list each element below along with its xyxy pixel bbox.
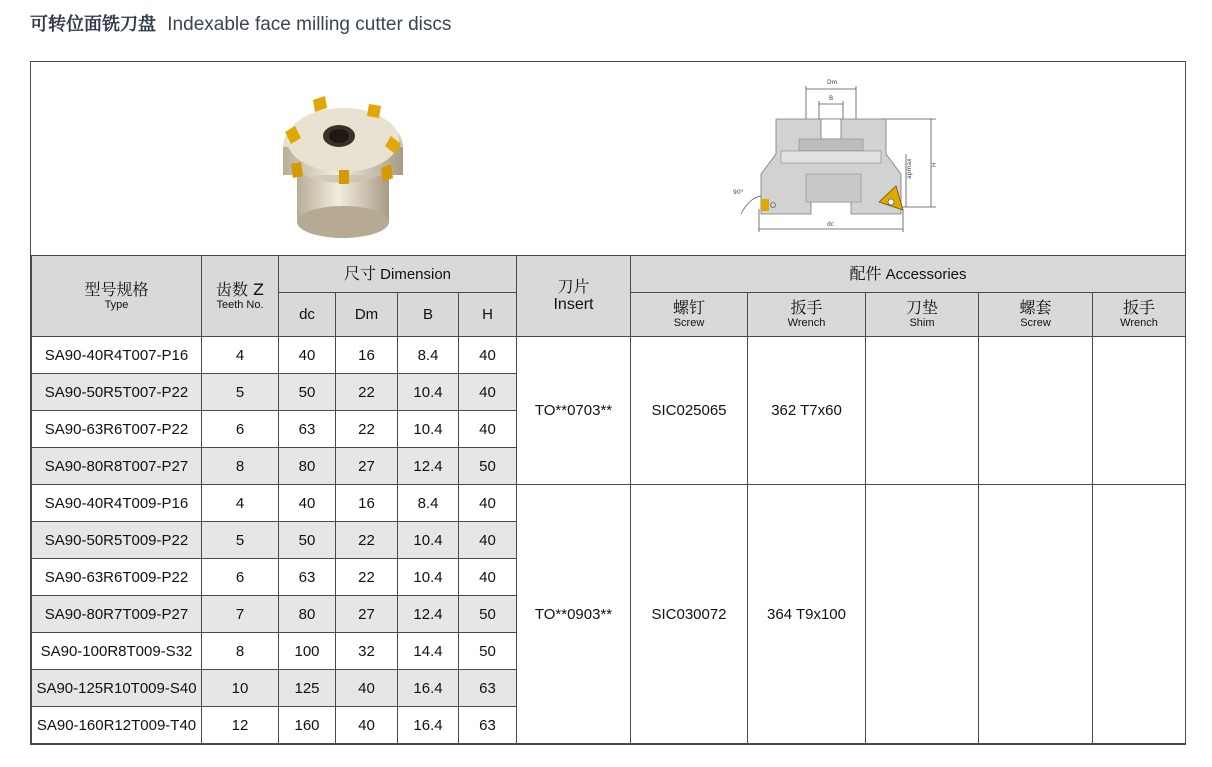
table-row: SA90-50R5T007-P22 5 50 22 10.4 40 [32, 374, 1186, 411]
wrench2-group-1 [1093, 337, 1186, 485]
sleeve-group-2 [979, 485, 1093, 744]
label-dc: dc [827, 221, 835, 228]
page-title [30, 10, 451, 36]
label-angle: 90° [733, 189, 744, 196]
cutter-photo [269, 92, 419, 247]
sleeve-group-1 [979, 337, 1093, 485]
col-dimension: 尺寸 Dimension [279, 256, 517, 293]
shim-group-1 [866, 337, 979, 485]
label-dm: Dm [827, 79, 838, 86]
label-b: B [829, 95, 834, 102]
page-title-en: Indexable face milling cutter discs [167, 14, 452, 35]
wrench-group-1: 362 T7x60 [748, 337, 866, 485]
insert-group-2: TO**0903** [517, 485, 631, 744]
image-band [31, 62, 1185, 256]
col-wrench-2: 扳手 Wrench [1093, 293, 1186, 337]
technical-drawing [721, 74, 951, 246]
col-type: 型号规格 Type [32, 256, 202, 337]
col-wrench: 扳手 Wrench [748, 293, 866, 337]
insert-group-1: TO**0703** [517, 337, 631, 485]
screw-group-1: SIC025065 [631, 337, 748, 485]
wrench2-group-2 [1093, 485, 1186, 744]
spec-frame [30, 61, 1186, 745]
col-insert: 刀片 Insert [517, 256, 631, 337]
col-screw: 螺钉 Screw [631, 293, 748, 337]
col-dm: Dm [336, 293, 398, 337]
table-row: SA90-125R10T009-S40 10 125 40 16.4 63 [32, 670, 1186, 707]
col-teeth: 齿数 Z Teeth No. [202, 256, 279, 337]
table-row: SA90-80R8T007-P27 8 80 27 12.4 50 [32, 448, 1186, 485]
table-row: SA90-63R6T009-P22 6 63 22 10.4 40 [32, 559, 1186, 596]
screw-group-2: SIC030072 [631, 485, 748, 744]
table-row: SA90-40R4T009-P16 4 40 16 8.4 40 TO**0903** SIC030072 364 T9x100 [32, 485, 1186, 522]
page-title-zh: 可转位面铣刀盘 [30, 14, 156, 35]
table-row: SA90-40R4T007-P16 4 40 16 8.4 40 TO**0703** SIC025065 362 T7x60 [32, 337, 1186, 374]
col-shim: 刀垫 Shim [866, 293, 979, 337]
spec-table [31, 255, 1186, 744]
table-row: SA90-100R8T009-S32 8 100 32 14.4 50 [32, 633, 1186, 670]
col-b: B [398, 293, 459, 337]
col-h: H [459, 293, 517, 337]
col-screw-sleeve: 螺套 Screw [979, 293, 1093, 337]
table-row: SA90-160R12T009-T40 12 160 40 16.4 63 [32, 707, 1186, 744]
col-dc: dc [279, 293, 336, 337]
wrench-group-2: 364 T9x100 [748, 485, 866, 744]
shim-group-2 [866, 485, 979, 744]
col-accessories: 配件 Accessories [631, 256, 1186, 293]
label-h: H [931, 162, 938, 167]
table-row: SA90-63R6T007-P22 6 63 22 10.4 40 [32, 411, 1186, 448]
label-apmax: apmax [906, 158, 913, 179]
table-row: SA90-50R5T009-P22 5 50 22 10.4 40 [32, 522, 1186, 559]
table-row: SA90-80R7T009-P27 7 80 27 12.4 50 [32, 596, 1186, 633]
